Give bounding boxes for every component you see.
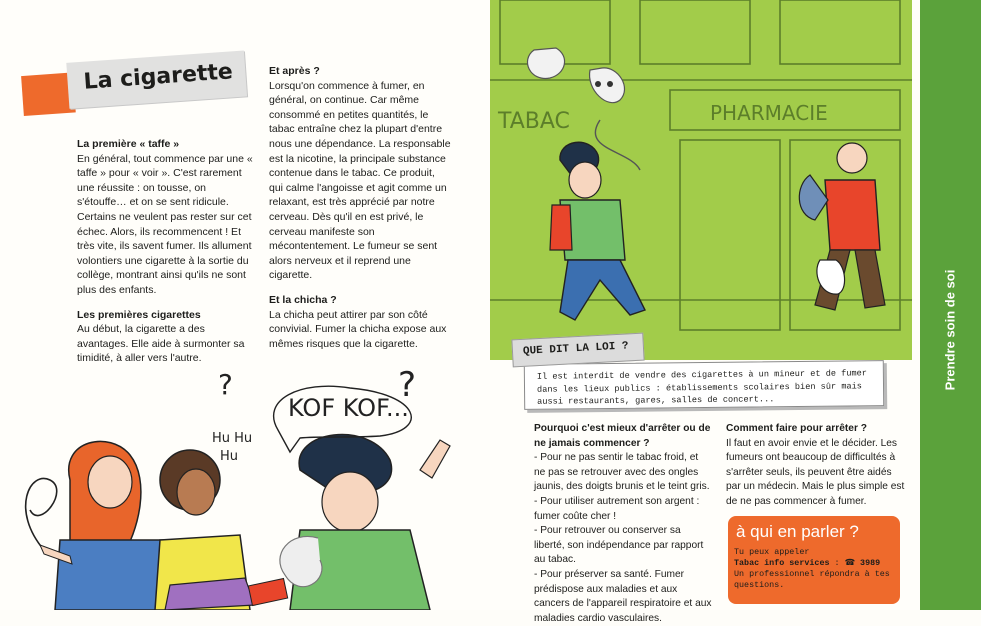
why-heading: Pourquoi c'est mieux d'arrêter ou de ne jamais commencer ? [534, 423, 711, 449]
svg-text:?: ? [218, 368, 233, 401]
cough-text: KOF KOF... [288, 394, 409, 422]
help-line: Tu peux appeler [734, 547, 810, 557]
teens-illustration [0, 360, 490, 610]
law-text: Il est interdit de vendre des cigarettes à un mineur et de fumer dans les lieux publics : établissements scolaires bien sûr mais aussi restaurants, gares, salles de concert... [536, 368, 868, 407]
section-heading: La première « taffe » [77, 138, 180, 150]
street-illustration [490, 0, 912, 360]
help-number: 3989 [860, 558, 881, 568]
shop-sign-pharmacie: PHARMACIE [710, 101, 828, 125]
why-item: - Pour utiliser autrement son argent : fumer coûte cher ! [534, 495, 700, 522]
section-text: Lorsqu'on commence à fumer, en général, on continue. Car même consommé en petites quantités, le tabac entraîne chez la plupart d'entre nous une dépendance. La responsable est la nicotine, la principale substance contenue dans le tabac. Ce produit, qui calme l'angoisse et agit comme un relaxant, est très apprécié par notre cerveau. Dès qu'il en est privé, le cerveau manifeste son mécontentement. Le fumeur se sent alors nerveux et il reprend une cigarette. [269, 79, 451, 282]
help-body [734, 547, 899, 591]
section-text: Au début, la cigarette a des avantages. Elle aide à surmonter sa timidité, à aller vers l'autre. [77, 323, 245, 365]
left-column-1 [77, 137, 257, 376]
section-heading: Les premières cigarettes [77, 308, 201, 321]
how-heading: Comment faire pour arrêter ? [726, 423, 867, 434]
right-page [490, 0, 981, 624]
law-tag-label: QUE DIT LA LOI ? [522, 340, 629, 358]
help-box [728, 516, 900, 604]
section-heading: Et la chicha ? [269, 293, 337, 306]
section-text: En général, tout commence par une « taffe » pour « voir ». C'est rarement une réussite : on tousse, on s'étouffe… et on se sent ridicule. Certains ne veulent pas rester sur cet échec. Alors, ils recommencent ! Et très vite, ils savent fumer. Ils allument volontiers une cigarette à la sortie du collège, montrant ainsi qu'ils ne sont plus des enfants. [77, 152, 253, 296]
left-page [0, 0, 490, 610]
help-line: Un professionnel répondra à tes questions. [734, 569, 890, 590]
section-text: La chicha peut attirer par son côté convivial. Fumer la chicha expose aux mêmes risques que la cigarette. [269, 308, 447, 350]
left-column-2 [269, 64, 451, 361]
help-separator: : [829, 558, 845, 568]
law-box [524, 360, 884, 410]
laugh-text: Hu [220, 449, 239, 464]
why-item: - Pour retrouver ou conserver sa liberté, son indépendance par rapport au tabac. [534, 525, 704, 566]
help-title: à qui en parler ? [736, 522, 859, 541]
how-column [726, 422, 906, 510]
why-item: - Pour ne pas sentir le tabac froid, et ne pas se retrouver avec des ongles jaunis, des doigts brunis et le teint gris. [534, 452, 710, 493]
shop-sign-tabac: TABAC [498, 109, 570, 134]
svg-text:?: ? [398, 365, 417, 405]
why-item: - Pour préserver sa santé. Fumer prédispose aux maladies et aux cancers de l'appareil respiratoire et aux maladies cardio vasculaires. [534, 568, 712, 624]
page-title: La cigarette [82, 59, 234, 95]
title-banner [20, 44, 254, 126]
sidebar-title: Prendre soin de soi [942, 269, 958, 391]
section-heading: Et après ? [269, 65, 320, 77]
how-text: Il faut en avoir envie et le décider. Les fumeurs ont beaucoup de difficultés à s'arrêter seuls, ils peuvent être aidés par un médecin. Mais le plus simple est de ne pas commencer à fumer. [726, 437, 905, 507]
why-column [534, 422, 712, 626]
help-service-line [734, 558, 899, 569]
sidebar-band [920, 0, 981, 610]
help-service: Tabac info services [734, 558, 830, 568]
laugh-text: Hu Hu [212, 431, 253, 446]
phone-icon: ☎ [844, 558, 861, 568]
